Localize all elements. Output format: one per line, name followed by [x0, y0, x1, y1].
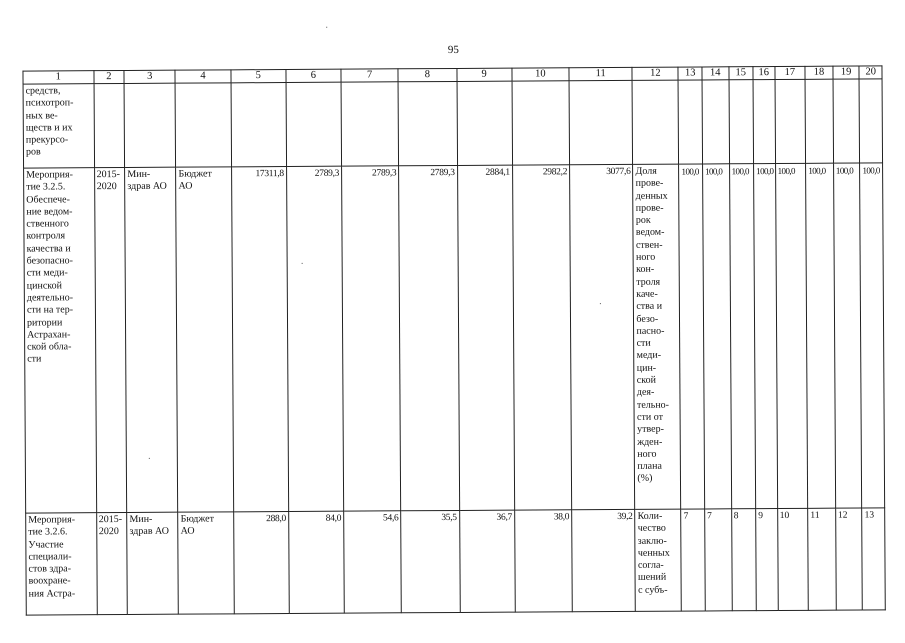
funding-source-cell: Бюджет АО [178, 512, 234, 614]
table-cell [702, 80, 729, 164]
measure-name-cell: средств, психотроп- ных ве- ществ и их прекурсо- ров [23, 84, 94, 168]
page-number: 95 [447, 43, 459, 57]
scan-speck [302, 263, 303, 264]
period-cell: 2015- 2020 [94, 167, 127, 512]
table-cell [398, 81, 457, 165]
column-header: 3 [124, 70, 175, 83]
column-header: 14 [702, 67, 729, 80]
column-header: 10 [512, 68, 569, 81]
indicator-value-cell: 13 [862, 508, 885, 610]
measure-name-cell: Мероприя- тие 3.2.6. Участие специали- стов здра- воохране- ния Астра- [26, 513, 97, 615]
table-cell [805, 79, 833, 163]
amount-cell: 36,7 [459, 510, 515, 612]
column-header: 2 [94, 70, 125, 83]
table-cell [678, 80, 702, 164]
measure-name-cell: Мероприя- тие 3.2.5. Обеспече- ние ведом- ственного контроля качества и безопасно- сти меди- цинской деятельно- сти на тер- ритории Астрахан- ской обла- сти [24, 168, 97, 513]
indicator-value-cell: 100,0 [833, 163, 862, 508]
amount-cell: 2789,3 [342, 166, 401, 511]
column-header: 5 [231, 69, 286, 82]
indicator-value-cell: 100,0 [679, 164, 705, 509]
indicator-value-cell: 100,0 [729, 164, 756, 509]
column-header: 13 [678, 67, 702, 80]
scan-speck [149, 458, 150, 459]
indicator-value-cell: 9 [756, 509, 778, 611]
table-cell [457, 81, 513, 165]
amount-cell: 38,0 [514, 510, 572, 612]
table-cell [94, 83, 125, 167]
executor-cell: Мин- здрав АО [127, 512, 179, 614]
table-row [26, 508, 886, 615]
scan-speck [326, 27, 327, 28]
amount-cell: 288,0 [233, 511, 289, 613]
column-header: 16 [753, 67, 775, 80]
indicator-value-cell: 7 [681, 509, 705, 611]
table-cell [775, 79, 806, 163]
indicator-value-cell: 12 [835, 508, 862, 610]
column-header: 20 [859, 66, 882, 79]
column-header: 9 [457, 68, 512, 81]
table-cell [833, 79, 860, 163]
amount-cell: 84,0 [288, 511, 344, 613]
indicator-value-cell: 100,0 [703, 164, 732, 509]
indicator-name-cell: Коли- чество заклю- ченных согла- шений с субъ- [635, 509, 682, 611]
table-cell [231, 82, 287, 166]
table-row [23, 79, 882, 168]
scan-speck [600, 303, 601, 304]
table-cell [175, 83, 231, 167]
amount-cell: 54,6 [344, 511, 402, 613]
table-cell [512, 81, 570, 165]
indicator-value-cell: 100,0 [754, 164, 778, 509]
amount-cell: 17311,8 [231, 166, 288, 511]
indicator-value-cell: 11 [808, 508, 836, 610]
column-header: 19 [833, 66, 860, 79]
table-cell [286, 82, 342, 166]
executor-cell: Мин- здрав АО [125, 167, 178, 512]
column-header: 11 [569, 67, 632, 80]
indicator-name-cell: Доля прове- денных прове- рок ведом- ствен- ного кон- троля каче- ства и безо- пасно- сти меди- цин- ской дея- тельно- сти от утвер- жден- ного плана (%) [633, 164, 681, 509]
amount-cell: 3077,6 [570, 164, 635, 509]
table-cell [859, 79, 882, 163]
column-header: 17 [774, 66, 805, 79]
funding-source-cell: Бюджет АО [176, 167, 233, 512]
table-cell [753, 80, 775, 164]
indicator-value-cell: 100,0 [806, 163, 836, 508]
column-header: 4 [175, 70, 230, 83]
table-cell [341, 82, 399, 166]
indicator-value-cell: 100,0 [775, 163, 808, 508]
column-header: 8 [398, 68, 456, 81]
indicator-value-cell: 100,0 [860, 163, 885, 508]
table-row [24, 163, 885, 513]
amount-cell: 39,2 [572, 509, 636, 611]
indicator-value-cell: 10 [777, 508, 808, 610]
amount-cell: 35,5 [401, 510, 460, 612]
column-header: 18 [805, 66, 833, 79]
amount-cell: 2982,2 [512, 165, 571, 510]
column-header: 6 [286, 69, 341, 82]
indicator-value-cell: 8 [731, 509, 756, 611]
indicator-value-cell: 7 [705, 509, 732, 611]
column-header: 1 [23, 71, 94, 84]
period-cell: 2015- 2020 [96, 512, 127, 614]
table-cell [632, 80, 679, 164]
table-cell [124, 83, 176, 167]
column-header: 7 [341, 69, 398, 82]
amount-cell: 2789,3 [286, 166, 343, 511]
program-table [22, 65, 885, 615]
column-header: 15 [728, 67, 753, 80]
table-cell [729, 80, 754, 164]
amount-cell: 2884,1 [457, 165, 514, 510]
table-cell [569, 80, 633, 164]
column-header: 12 [632, 67, 678, 80]
amount-cell: 2789,3 [399, 165, 459, 510]
